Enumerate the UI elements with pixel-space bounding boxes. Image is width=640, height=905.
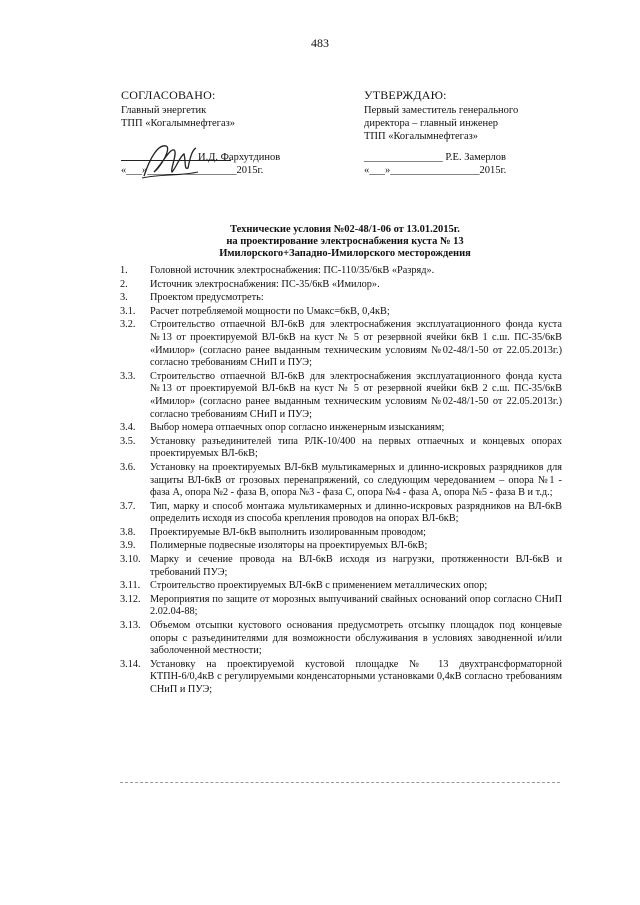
list-item bbox=[120, 501, 562, 526]
approval-left-org: ТПП «Когалымнефтегаз» bbox=[121, 118, 236, 129]
footer-divider bbox=[120, 782, 560, 783]
approval-left-role: Главный энергетик bbox=[121, 105, 207, 116]
list-item-number: 3.8. bbox=[120, 526, 136, 538]
page-number: 483 bbox=[311, 36, 329, 50]
list-item-text: Проектом предусмотреть: bbox=[150, 292, 264, 304]
approval-right-date: «___»_________________2015г. bbox=[364, 165, 507, 176]
list-item-text: Проектируемые ВЛ-6кВ выполнить изолированным проводом; bbox=[150, 526, 427, 538]
list-item-text: Установку на проектируемых ВЛ-6кВ мультикамерных и длинно-искровых разрядников для защиты ВЛ-6кВ от грозовых перенапряжений, со следующим чередованием – опора №1 - фаза А, опора №2 - фаза В, опора №3 - фаза С, опора №4 - фаза А, опора №5 - фаза В и т.д.; bbox=[150, 461, 562, 499]
approval-left bbox=[121, 89, 331, 130]
list-item-number: 1. bbox=[120, 265, 128, 276]
list-item-number: 3.13. bbox=[120, 620, 141, 632]
list-item bbox=[120, 527, 562, 540]
conditions-list bbox=[120, 265, 562, 698]
list-item bbox=[120, 620, 562, 658]
document-title bbox=[150, 224, 540, 260]
list-item bbox=[120, 265, 562, 278]
list-item-text: Марку и сечение провода на ВЛ-6кВ исходя из нагрузки, протяженности ВЛ-6кВ и требований ПУЭ; bbox=[150, 554, 562, 578]
approval-right-org: ТПП «Когалымнефтегаз» bbox=[364, 131, 479, 142]
list-item-number: 3.7. bbox=[120, 500, 136, 512]
list-item-number: 3.1. bbox=[120, 305, 136, 317]
list-item-text: Головной источник электроснабжения: ПС-110/35/6кВ «Разряд». bbox=[150, 265, 435, 276]
list-item-text: Тип, марку и способ монтажа мультикамерных и длинно-искровых разрядников на ВЛ-6кВ определить исходя из способа крепления проводов на опорах ВЛ-6кВ; bbox=[150, 500, 562, 525]
list-item-number: 3.11. bbox=[120, 580, 141, 592]
list-item-text: Источник электроснабжения: ПС-35/6кВ «Имилор». bbox=[150, 278, 380, 290]
list-item bbox=[120, 319, 562, 369]
list-item-text: Строительство проектируемых ВЛ-6кВ с применением металлических опор; bbox=[150, 580, 488, 592]
list-item-number: 3.12. bbox=[120, 593, 141, 605]
approval-right-role-2: директора – главный инженер bbox=[364, 118, 499, 129]
list-item bbox=[120, 306, 562, 319]
approval-right-heading: УТВЕРЖДАЮ: bbox=[364, 88, 447, 102]
list-item-number: 3.10. bbox=[120, 554, 141, 566]
list-item-number: 2. bbox=[120, 278, 128, 290]
list-item bbox=[120, 279, 562, 292]
approval-right bbox=[364, 89, 564, 143]
list-item-text: Мероприятия по защите от морозных выпучиваний свайных оснований опор согласно СНиП 2.02.04-88; bbox=[150, 593, 562, 618]
approval-right-role-1: Первый заместитель генерального bbox=[364, 105, 519, 116]
list-item-number: 3.6. bbox=[120, 461, 136, 473]
list-item-number: 3.5. bbox=[120, 435, 136, 447]
list-item-text: Полимерные подвесные изоляторы на проектируемых ВЛ-6кВ; bbox=[150, 540, 428, 552]
list-item bbox=[120, 292, 562, 305]
approval-left-date: «___»_________________2015г. bbox=[121, 165, 264, 176]
approval-right-name: _______________ Р.Е. Замерлов bbox=[364, 152, 506, 163]
list-item bbox=[120, 462, 562, 500]
title-line-3: Имилорского+Западно-Имилорского месторождения bbox=[219, 248, 471, 259]
list-item-number: 3.3. bbox=[120, 370, 136, 382]
list-item-text: Установку разъединителей типа РЛК-10/400 на первых отпаечных и концевых опорах проектируемых ВЛ-6кВ; bbox=[150, 435, 562, 460]
list-item-text: Выбор номера отпаечных опор согласно инженерным изысканиям; bbox=[150, 422, 445, 434]
list-item bbox=[120, 540, 562, 553]
list-item-number: 3.14. bbox=[120, 658, 141, 670]
list-item bbox=[120, 371, 562, 421]
list-item-text: Расчет потребляемой мощности по Uмакс=6кВ, 0,4кВ; bbox=[150, 305, 390, 317]
approval-left-name: И.Д. Фархутдинов bbox=[198, 152, 281, 163]
list-item-number: 3.2. bbox=[120, 319, 136, 331]
list-item-number: 3. bbox=[120, 292, 128, 304]
list-item bbox=[120, 659, 562, 697]
list-item bbox=[120, 594, 562, 619]
list-item bbox=[120, 436, 562, 461]
list-item bbox=[120, 554, 562, 579]
title-line-1: Технические условия №02-48/1-06 от 13.01.2015г. bbox=[230, 224, 460, 235]
list-item-text: Строительство отпаечной ВЛ-6кВ для электроснабжения эксплуатационного фонда куста №13 от проектируемой ВЛ-6кВ на куст № 5 от резервной ячейки 6кВ 2 с.ш. ПС-35/6кВ «Имилор» (согласно ранее выданным техническим условиям №02-48/1-50 от 22.05.2013г.) согласно требованиям СНиП и ПУЭ; bbox=[150, 370, 562, 420]
title-line-2: на проектирование электроснабжения куста № 13 bbox=[226, 236, 464, 247]
approval-left-heading: СОГЛАСОВАНО: bbox=[121, 88, 216, 102]
list-item-text: Строительство отпаечной ВЛ-6кВ для электроснабжения эксплуатационного фонда куста №13 от проектируемой ВЛ-6кВ на куст № 5 от резервной ячейки 6кВ 1 с.ш. ПС-35/6кВ «Имилор» (согласно ранее выданным техническим условиям №02-48/1-50 от 22.05.2013г.) согласно требованиям СНиП и ПУЭ; bbox=[150, 319, 562, 369]
list-item-text: Объемом отсыпки кустового основания предусмотреть отсыпку площадок под концевые опоры с разъединителями для возможности обслуживания в условиях заводненной и/или заболоченной местности; bbox=[150, 620, 562, 657]
list-item bbox=[120, 422, 562, 435]
list-item-number: 3.9. bbox=[120, 540, 136, 552]
list-item-text: Установку на проектируемой кустовой площадке № 13 двухтрансформаторной КТПН-6/0,4кВ с регулируемыми конденсаторными установками 0,4кВ согласно требованиям СНиП и ПУЭ; bbox=[150, 658, 562, 695]
list-item bbox=[120, 580, 562, 593]
list-item-number: 3.4. bbox=[120, 422, 136, 434]
